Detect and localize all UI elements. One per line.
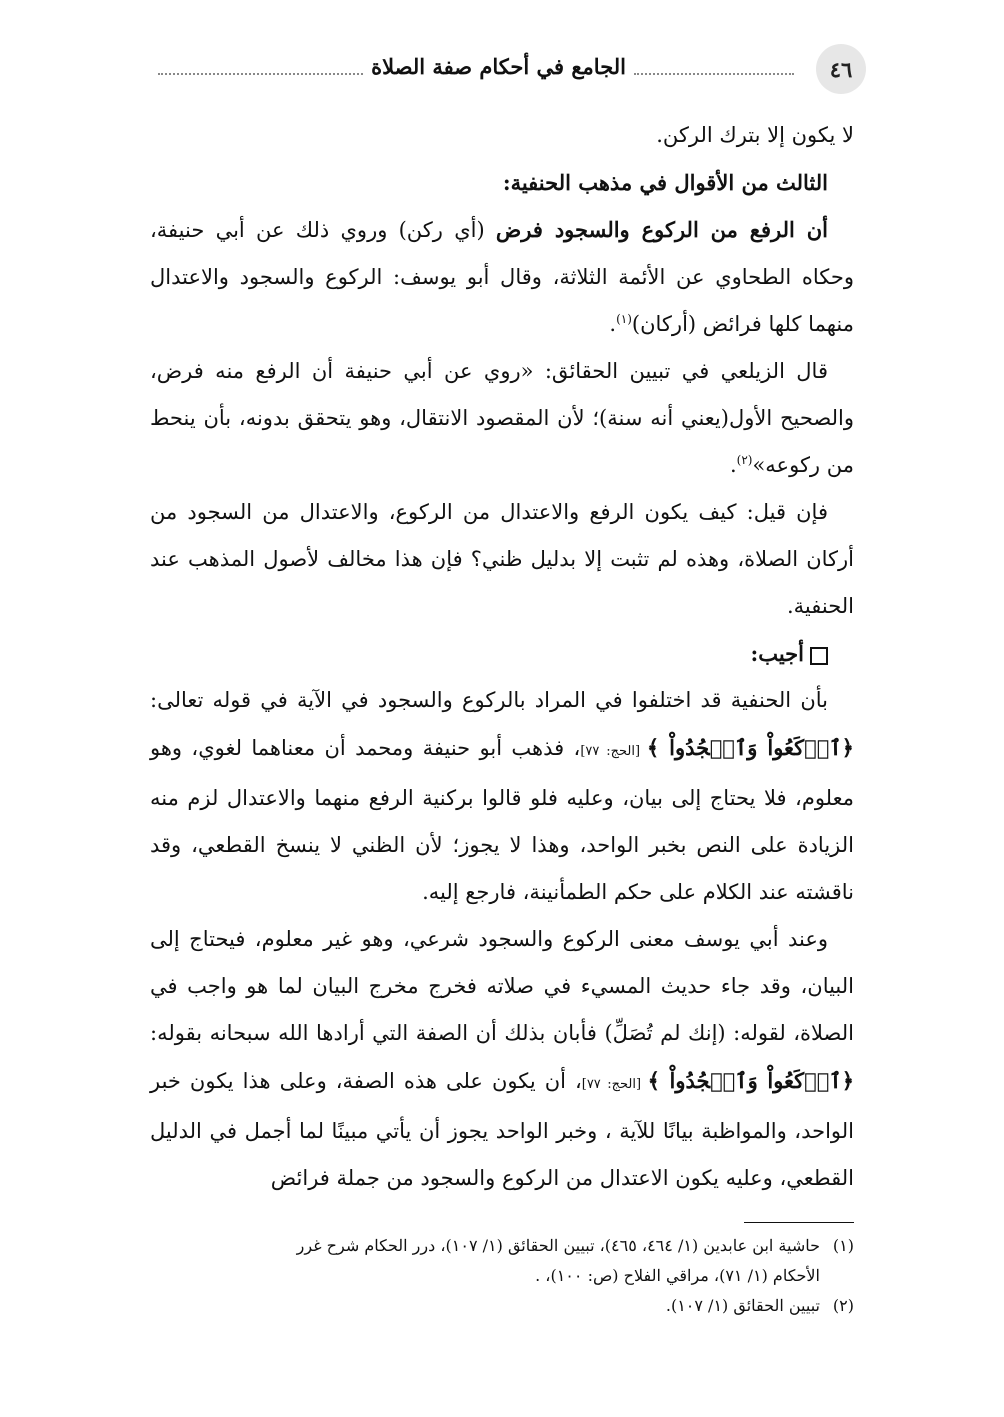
book-title: الجامع في أحكام صفة الصلاة [371,54,626,79]
quran-verse-2: ﴿ٱرۡكَعُواْ وَٱسۡجُدُواْ ﴾ [647,1068,854,1093]
quran-verse-1: ﴿ٱرۡكَعُواْ وَٱسۡجُدُواْ ﴾ [646,735,854,760]
page [150,44,854,1321]
footnote-2-text: تبيين الحقائق (١/ ١٠٧). [665,1296,820,1315]
paragraph-4 [150,348,854,489]
paragraph-4-text: قال الزيلعي في تبيين الحقائق: «روي عن أبي حنيفة أن الرفع منه فرض، والصحيح الأول(يعني أنه سنة)؛ لأن المقصود الانتقال، وهو يتحقق بدونه، بأن ينحط من ركوعه» [150,359,854,477]
header-dots-left [158,59,363,75]
header-title-row [150,54,854,79]
answer-label: أجيب: [750,641,804,666]
footnote-divider [744,1222,854,1223]
verse-ref-2: [الحج: ٧٧] [581,1077,648,1092]
paragraph-8 [150,916,854,1202]
paragraph-8-text-a: وعند أبي يوسف معنى الركوع والسجود شرعي، وهو غير معلوم، فيحتاج إلى البيان، وقد جاء حديث المسيء في صلاته فخرج مخرج البيان لما هو واجب في الصلاة، لقوله: (إنك لم تُصَلِّ) فأبان بذلك أن الصفة التي أرادها الله سبحانه بقوله: [150,927,854,1045]
paragraph-3 [150,206,854,348]
paragraph-7-text-a: بأن الحنفية قد اختلفوا في المراد بالركوع والسجود في الآية في قوله تعالى: [150,688,828,712]
paragraph-4-end: . [729,453,737,477]
answer-heading [150,630,854,677]
footnote-1-continued: الأحكام (١/ ٧١)، مراقي الفلاح (ص: ١٠٠)، . [535,1266,820,1285]
footnote-2 [150,1291,854,1321]
verse-ref-1: [الحج: ٧٧] [580,744,647,759]
footnote-2-number: (٢) [832,1296,854,1315]
footnote-1 [150,1231,854,1261]
paragraph-8-text-b: ، أن يكون على هذه الصفة، وعلى هذا يكون خبر الواحد، والمواظبة بيانًا للآية ، وخبر الواحد يجوز أن يأتي مبينًا لما أجمل في الدليل القطعي، وعليه يكون الاعتدال من الركوع والسجود من جملة فرائض [150,1069,854,1190]
header-dots-right [634,59,794,75]
paragraph-7 [150,677,854,916]
paragraph-7-text-b: ، فذهب أبو حنيفة ومحمد أن معناهما لغوي، وهو معلوم، فلا يحتاج إلى بيان، وعليه فلو قالوا بركنية الرفع منهما والاعتدال لزم منه الزيادة على النص بخبر الواحد، وهذا لا يجوز؛ لأن الظني لا ينسخ القطعي، وقد ناقشته عند الكلام على حكم الطمأنينة، فارجع إليه. [150,736,854,904]
page-number: ٤٦ [816,44,866,94]
footnote-ref-2[interactable]: (٢) [736,453,753,467]
paragraph-5: فإن قيل: كيف يكون الرفع والاعتدال من الركوع، والاعتدال من السجود من أركان الصلاة، وهذه لم تثبت إلا بدليل ظني؟ فإن هذا مخالف لأصول المذهب عند الحنفية. [150,500,854,618]
paragraph-3-bold: أن الرفع من الركوع والسجود فرض [495,217,828,242]
paragraph-3-end: . [609,312,617,336]
square-bullet-icon [810,647,828,665]
footnotes [150,1231,854,1321]
paragraph-1: لا يكون إلا بترك الركن. [656,123,854,147]
main-text [150,112,854,1202]
footnote-ref-1[interactable]: (١) [616,312,632,326]
running-header [150,44,854,94]
section-heading: الثالث من الأقوال في مذهب الحنفية: [502,170,828,195]
footnote-1-text: حاشية ابن عابدين (١/ ٤٦٤، ٤٦٥)، تبيين الحقائق (١/ ١٠٧)، درر الحكام شرح غرر [296,1236,820,1255]
footnote-1-number: (١) [832,1236,854,1255]
paragraph-3-text: (أي ركن) وروي ذلك عن أبي حنيفة، وحكاه الطحاوي عن الأئمة الثلاثة، وقال أبو يوسف: الركوع والسجود والاعتدال منهما كلها فرائض (أركان) [150,218,854,336]
